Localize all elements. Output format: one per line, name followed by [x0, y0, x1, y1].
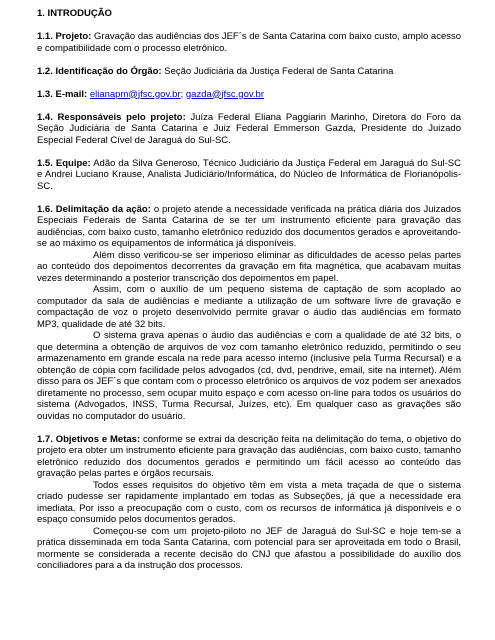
email-separator: ;: [180, 88, 184, 100]
section-1-1: [37, 31, 461, 54]
section-1-6-text: o projeto atende a necessidade verificada na prática diária dos Juizados Especiais Federais de Santa Catarina de se ter um instrumento eficiente para gravação das audiências, com baixo custo, tamanho eletrônico reduzido dos documentos gerados e aproveitando-se ao máximo os equipamentos de informática já disponíveis.: [37, 203, 461, 249]
section-1-2-text: Seção Judiciária da Justiça Federal de Santa Catarina: [164, 65, 394, 77]
section-1-7-paragraph-1: [37, 434, 461, 480]
section-1-7-paragraph-2: Todos esses requisitos do objetivo têm em vista a meta traçada de que o sistema criado pudesse ser rapidamente implantado em todas as Subseções, já que a necessidade era imediata. Por isso a preocupação com o custo, com os recursos de informática já disponíveis e o espaço consumido pelos documentos gerados.: [37, 479, 461, 525]
section-1-5: [37, 158, 461, 193]
section-1-3-label: 1.3. E-mail:: [37, 88, 88, 100]
section-1-1-label: 1.1. Projeto:: [37, 31, 92, 42]
section-heading: 1. INTRODUÇÃO: [37, 8, 112, 19]
section-1-1-text: Gravação das audiências dos JEF´s de Santa Catarina com baixo custo, amplo acesso e compatibilidade com o processo eletrônico.: [37, 31, 462, 54]
section-1-7-text: conforme se extrai da descrição feita na delimitação do tema, o objetivo do projeto era obter um instrumento eficiente para gravação das audiências, com baixo custo, tamanho eletrônico reduzido dos documentos gerados e permitindo um fácil acesso ao conteúdo das gravação pelas partes e órgãos recursais.: [37, 433, 462, 479]
email-link-1[interactable]: elianapm@jfsc.gov.br: [89, 88, 181, 100]
email-link-2[interactable]: gazda@jfsc.gov.br: [185, 88, 265, 100]
section-1-6-paragraph-4: O sistema grava apenas o áudio das audiências e com a qualidade de até 32 bits, o que determina a obtenção de arquivos de voz com tamanho eletrônico reduzido, permitindo o seu armazenamento em grande escala na rede para acesso interno (inclusive pela Turma Recursal) e a obtenção de cópia com facilidade pelos advogados (cd, dvd, pendrive, email, site na internet). Além disso para os JEF´s que contam com o processo eletrônico os arquivos de voz podem ser anexados diretamente no processo, sem ocupar muito espaço e com acesso on-line para todos os usuários do sistema (Advogados, INSS, Turma Recursal, Juízes, etc). Em qualquer caso as gravações são ouvidas no computador do usuário.: [37, 330, 461, 422]
section-1-6-label: 1.6. Delimitação da ação:: [37, 203, 151, 215]
section-1-3: [37, 89, 461, 101]
section-1-2-label: 1.2. Identificação do Órgão:: [37, 65, 162, 77]
section-1-7-label: 1.7. Objetivos e Metas:: [37, 433, 141, 445]
section-1-4-label: 1.4. Responsáveis pelo projeto:: [37, 111, 186, 123]
document-page: [37, 8, 461, 572]
section-1-6-paragraph-1: [37, 204, 461, 250]
section-1-2: [37, 66, 461, 78]
section-1-6-paragraph-3: Assim, com o auxílio de um pequeno sistema de captação de som acoplado ao computador da sala de audiências e mediante a utilização de um software livre de gravação e compactação de voz o projeto desenvolvido permite gravar o áudio das audiências em formato MP3, qualidade de até 32 bits.: [37, 284, 461, 330]
section-1-4: [37, 112, 461, 147]
section-1-6-paragraph-2: Além disso verificou-se ser imperioso eliminar as dificuldades de acesso pelas partes ao conteúdo dos depoimentos decorrentes da gravação em fita magnética, que acabavam muitas vezes determinando a posterior transcrição dos depoimentos em papel.: [37, 249, 461, 284]
section-1-5-label: 1.5. Equipe:: [37, 157, 91, 169]
section-1-7-paragraph-3: Começou-se com um projeto-piloto no JEF de Jaraguá do Sul-SC e hoje tem-se a prática disseminada em toda Santa Catarina, com potencial para ser aproveitada em todo o Brasil, mormente se considerada a recente decisão do CNJ que afastou a possibilidade do auxílio dos conciliadores para a da instrução dos processos.: [37, 525, 461, 571]
section-1-4-text: Juíza Federal Eliana Paggiarin Marinho, Diretora do Foro da Seção Judiciária de Santa Catarina e Juiz Federal Emmerson Gazda, Presidente do Juizado Especial Federal Cível de Jaraguá do Sul-SC.: [37, 111, 462, 146]
section-1-5-text: Adão da Silva Generoso, Técnico Judiciário da Justiça Federal em Jaraguá do Sul-SC e Andrei Luciano Krause, Analista Judiciário/Informática, do Núcleo de Informática de Florianópolis-SC.: [37, 157, 461, 192]
